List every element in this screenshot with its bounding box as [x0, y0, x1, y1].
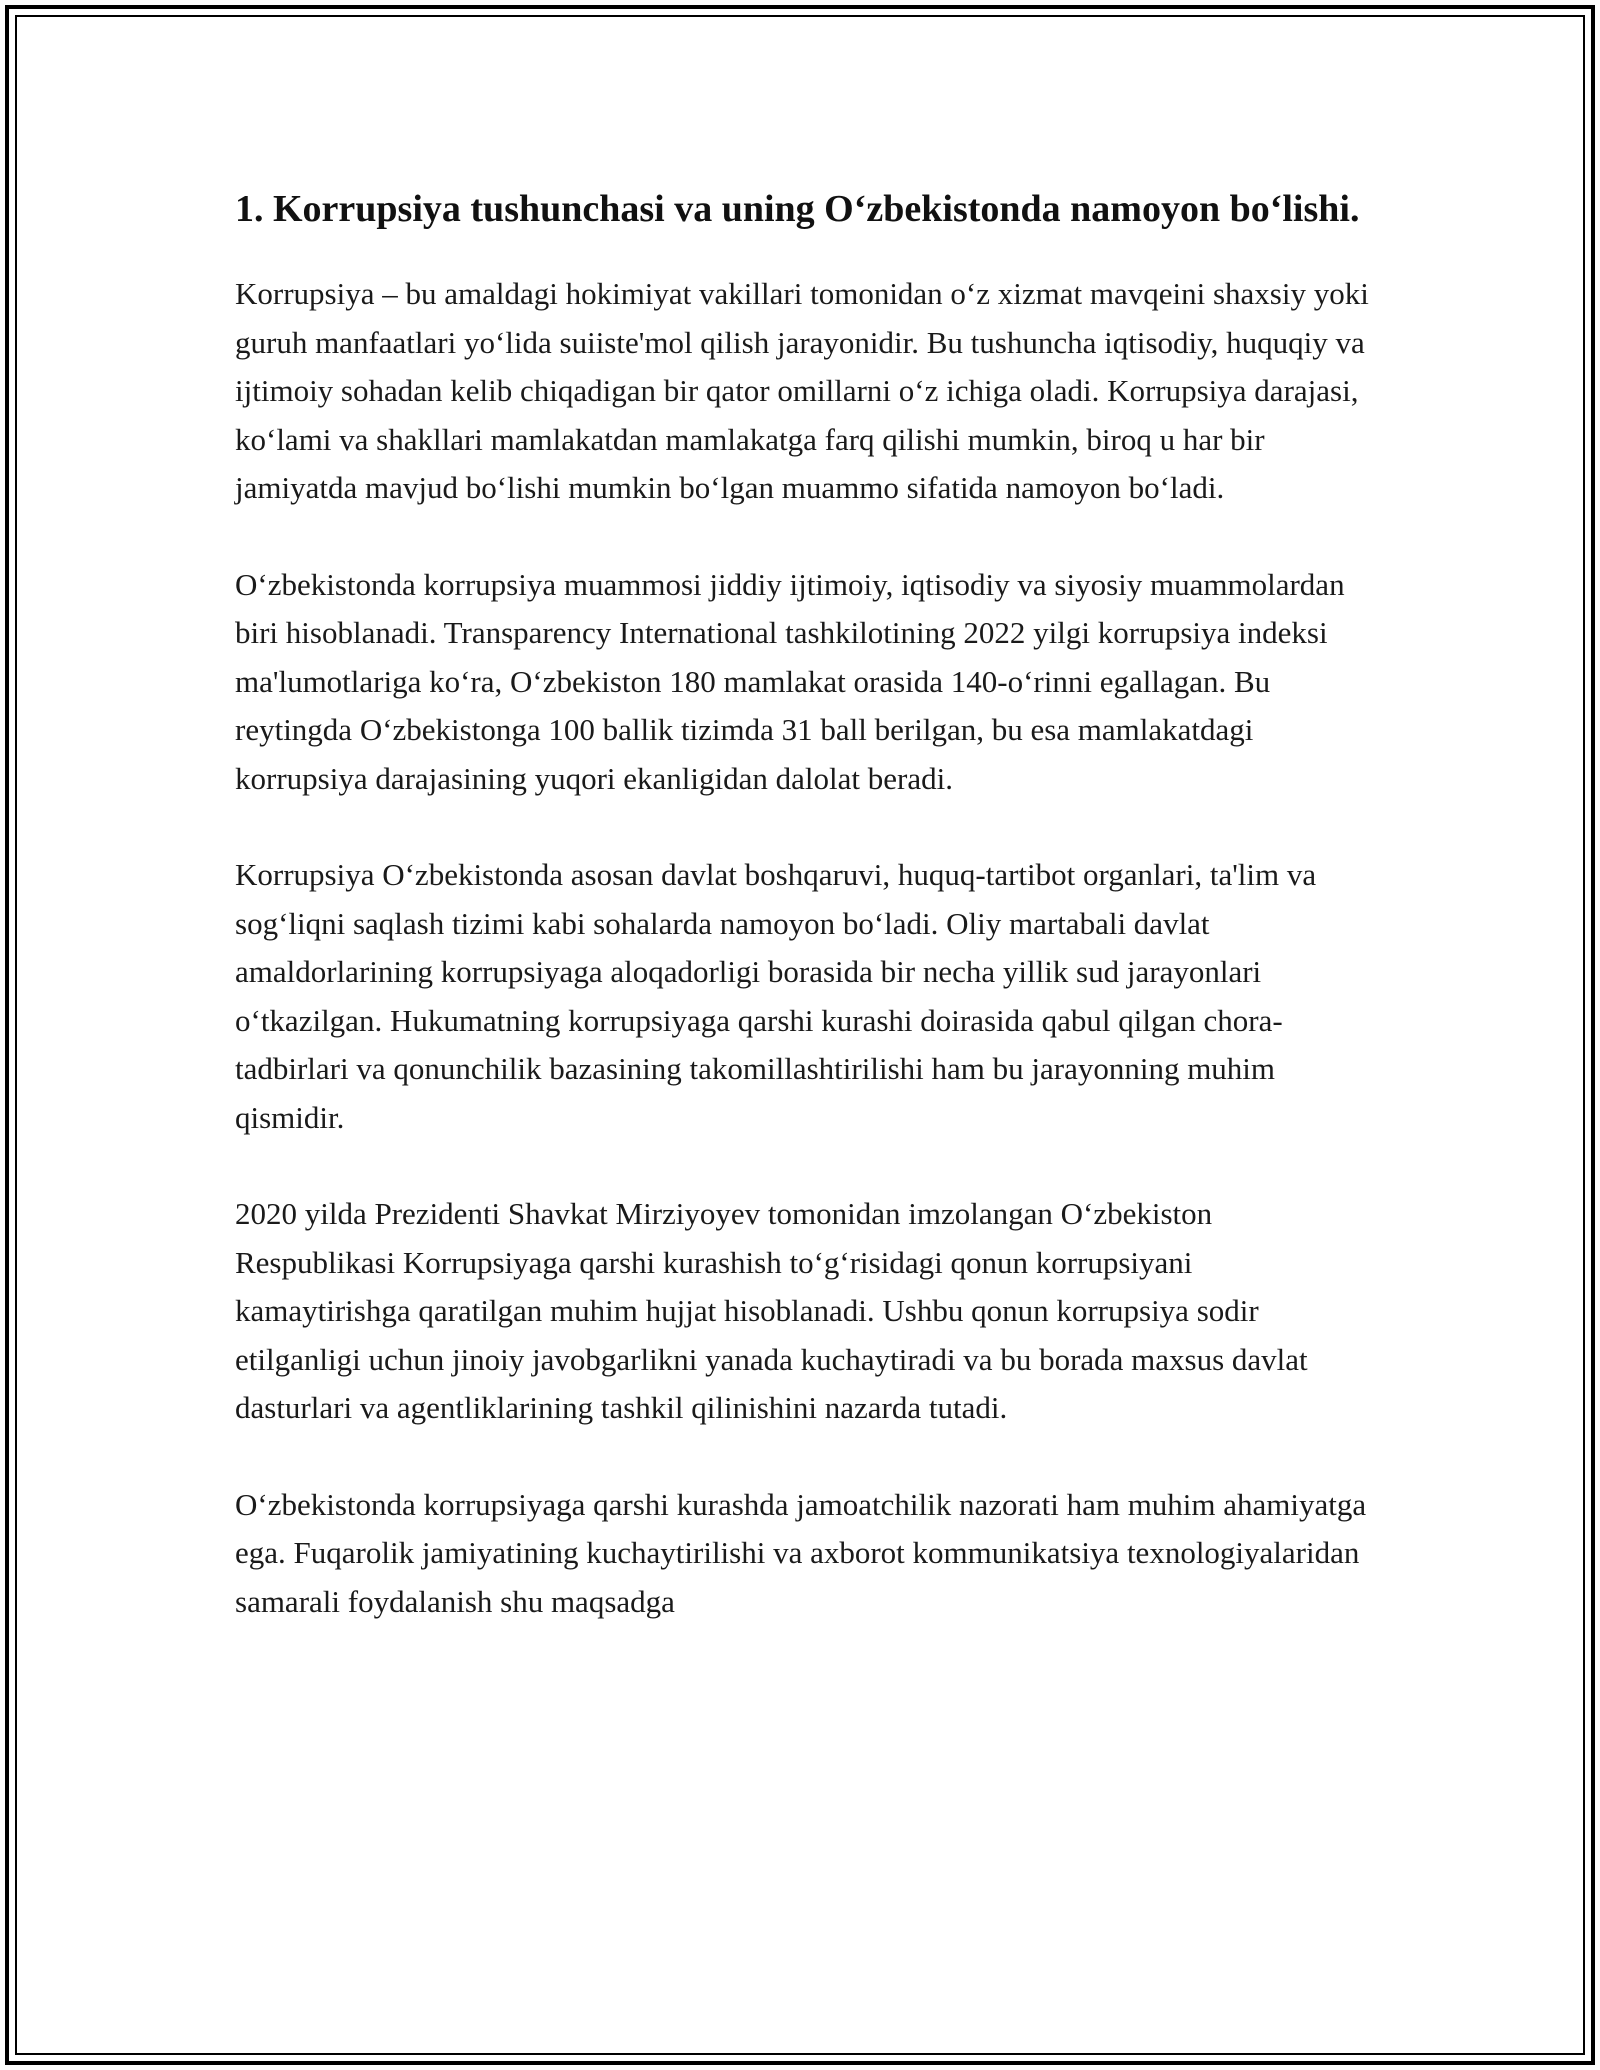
paragraph-affected-sectors: Korrupsiya O‘zbekistonda asosan davlat boshqaruvi, huquq-tartibot organlari, ta'lim va sog‘liqni saqlash tizimi kabi sohalarda namoyon bo‘ladi. Oliy martabali davlat amaldorlarining korrupsiyaga aloqadorligi borasida bir necha yillik sud jarayonlari o‘tkazilgan. Hukumatning korrupsiyaga qarshi kurashi doirasida qabul qilgan chora-tadbirlari va qonunchilik bazasining takomillashtirilishi ham bu jarayonning muhim qismidir.	[235, 857, 1317, 1135]
paragraph-anticorruption-law: 2020 yilda Prezidenti Shavkat Mirziyoyev tomonidan imzolangan O‘zbekiston Respublikasi Korrupsiyaga qarshi kurashish to‘g‘risidagi qonun korrupsiyani kamaytirishga qaratilgan muhim hujjat hisoblanadi. Ushbu qonun korrupsiya sodir etilganligi uchun jinoiy javobgarlikni yanada kuchaytiradi va bu borada maxsus davlat dasturlari va agentliklarining tashkil qilinishini nazarda tutadi.	[235, 1196, 1308, 1425]
section-heading: 1. Korrupsiya tushunchasi va uning O‘zbekistonda namoyon bo‘lishi.	[235, 188, 1360, 230]
paragraph-public-oversight: O‘zbekistonda korrupsiyaga qarshi kurashda jamoatchilik nazorati ham muhim ahamiyatga ega. Fuqarolik jamiyatining kuchaytirilishi va axborot kommunikatsiya texnologiyalaridan samarali foydalanish shu maqsadga	[235, 1486, 1367, 1619]
document-body	[235, 184, 1375, 1674]
paragraph-definition: Korrupsiya – bu amaldagi hokimiyat vakillari tomonidan o‘z xizmat mavqeini shaxsiy yoki guruh manfaatlari yo‘lida suiiste'mol qilish jarayonidir. Bu tushuncha iqtisodiy, huquqiy va ijtimoiy sohadan kelib chiqadigan bir qator omillarni o‘z ichiga oladi. Korrupsiya darajasi, ko‘lami va shakllari mamlakatdan mamlakatga farq qilishi mumkin, biroq u har bir jamiyatda mavjud bo‘lishi mumkin bo‘lgan muammo sifatida namoyon bo‘ladi.	[235, 276, 1369, 505]
paragraph-corruption-index: O‘zbekistonda korrupsiya muammosi jiddiy ijtimoiy, iqtisodiy va siyosiy muammolardan biri hisoblanadi. Transparency International tashkilotining 2022 yilgi korrupsiya indeksi ma'lumotlariga ko‘ra, O‘zbekiston 180 mamlakat orasida 140-o‘rinni egallagan. Bu reytingda O‘zbekistonga 100 ballik tizimda 31 ball berilgan, bu esa mamlakatdagi korrupsiya darajasining yuqori ekanligidan dalolat beradi.	[235, 566, 1345, 796]
